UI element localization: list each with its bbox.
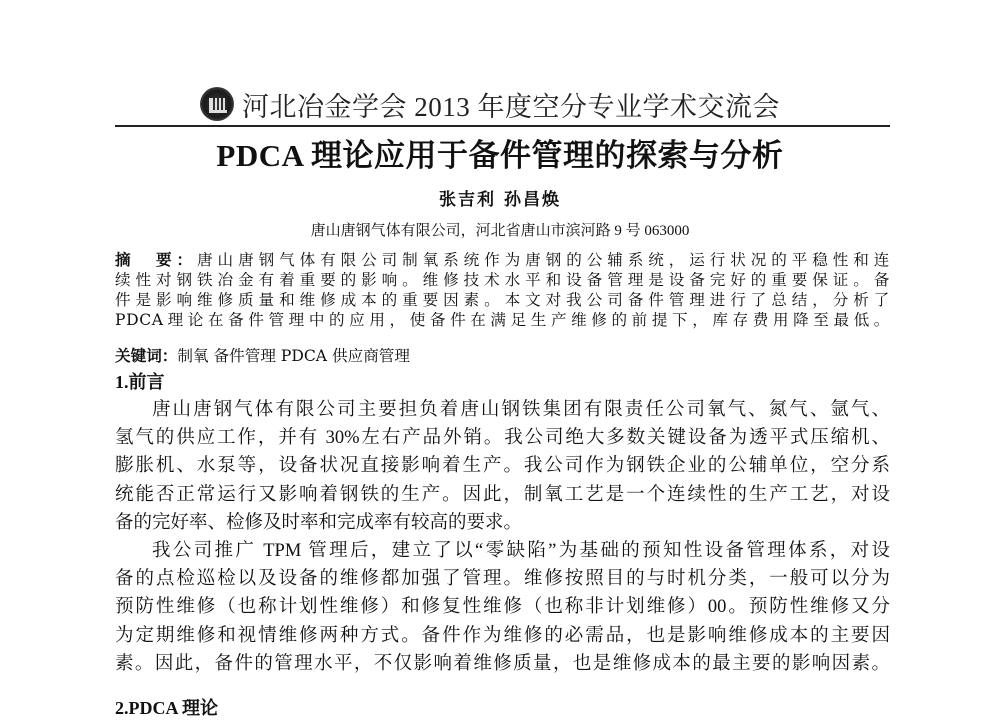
body-line: 膨胀机、水泵等，设备状况直接影响着生产。我公司作为钢铁企业的公辅单位，空分系 — [115, 456, 890, 477]
body-line: 我公司推广 TPM 管理后，建立了以“零缺陷”为基础的预知性设备管理体系，对设 — [152, 540, 890, 561]
abstract — [115, 250, 890, 330]
abstract-line: 续性对钢铁冶金有着重要的影响。维修技术水平和设备管理是设备完好的重要保证。备 — [115, 271, 890, 289]
abstract-line: 摘 要：唐山唐钢气体有限公司制氧系统作为唐钢的公辅系统，运行状况的平稳性和连 — [115, 250, 891, 269]
body-line: 统能否正常运行又影响着钢铁的生产。因此，制氧工艺是一个连续性的生产工艺，对设 — [115, 484, 890, 505]
society-emblem-icon — [200, 87, 234, 121]
body-line: 备的完好率、检修及时率和完成率有较高的要求。 — [115, 512, 523, 533]
paper-authors: 张吉利 孙昌焕 — [439, 190, 561, 210]
paper-affiliation: 唐山唐钢气体有限公司，河北省唐山市滨河路 9 号 063000 — [310, 223, 690, 239]
body-line: 为定期维修和视情维修两种方式。备件作为维修的必需品，也是影响维修成本的主要因 — [115, 625, 890, 646]
body-line: 备的点检巡检以及设备的维修都加强了管理。维修按照目的与时机分类，一般可以分为 — [115, 569, 890, 590]
conference-header — [200, 84, 800, 124]
keywords-value: 制氧 备件管理 PDCA 供应商管理 — [177, 347, 410, 365]
body-line: 素。因此，备件的管理水平，不仅影响着维修质量，也是维修成本的最主要的影响因素。 — [115, 653, 890, 674]
abstract-line: PDCA理论在备件管理中的应用，使备件在满足生产维修的前提下，库存费用降至最低。 — [115, 311, 890, 329]
body-line: 氢气的供应工作，并有 30%左右产品外销。我公司绝大多数关键设备为透平式压缩机、 — [115, 428, 890, 449]
body-line: 预防性维修（也称计划性维修）和修复性维修（也称非计划维修）00。预防性维修又分 — [115, 597, 890, 618]
section-1-body — [115, 396, 890, 678]
body-line: 唐山唐钢气体有限公司主要担负着唐山钢铁集团有限责任公司氧气、氮气、氩气、 — [152, 400, 890, 420]
header-rule — [115, 125, 890, 127]
abstract-line: 件是影响维修质量和维修成本的重要因素。本文对我公司备件管理进行了总结，分析了 — [115, 291, 890, 309]
keywords-label: 关键词： — [115, 346, 178, 365]
keywords — [115, 346, 890, 366]
conference-name: 河北冶金学会 2013 年度空分专业学术交流会 — [242, 91, 780, 122]
abstract-label: 摘 要： — [115, 250, 198, 269]
section-heading: 1.前言 — [115, 372, 165, 392]
section-heading: 2.PDCA 理论 — [115, 698, 218, 718]
paper-title: PDCA 理论应用于备件管理的探索与分析 — [216, 138, 784, 173]
